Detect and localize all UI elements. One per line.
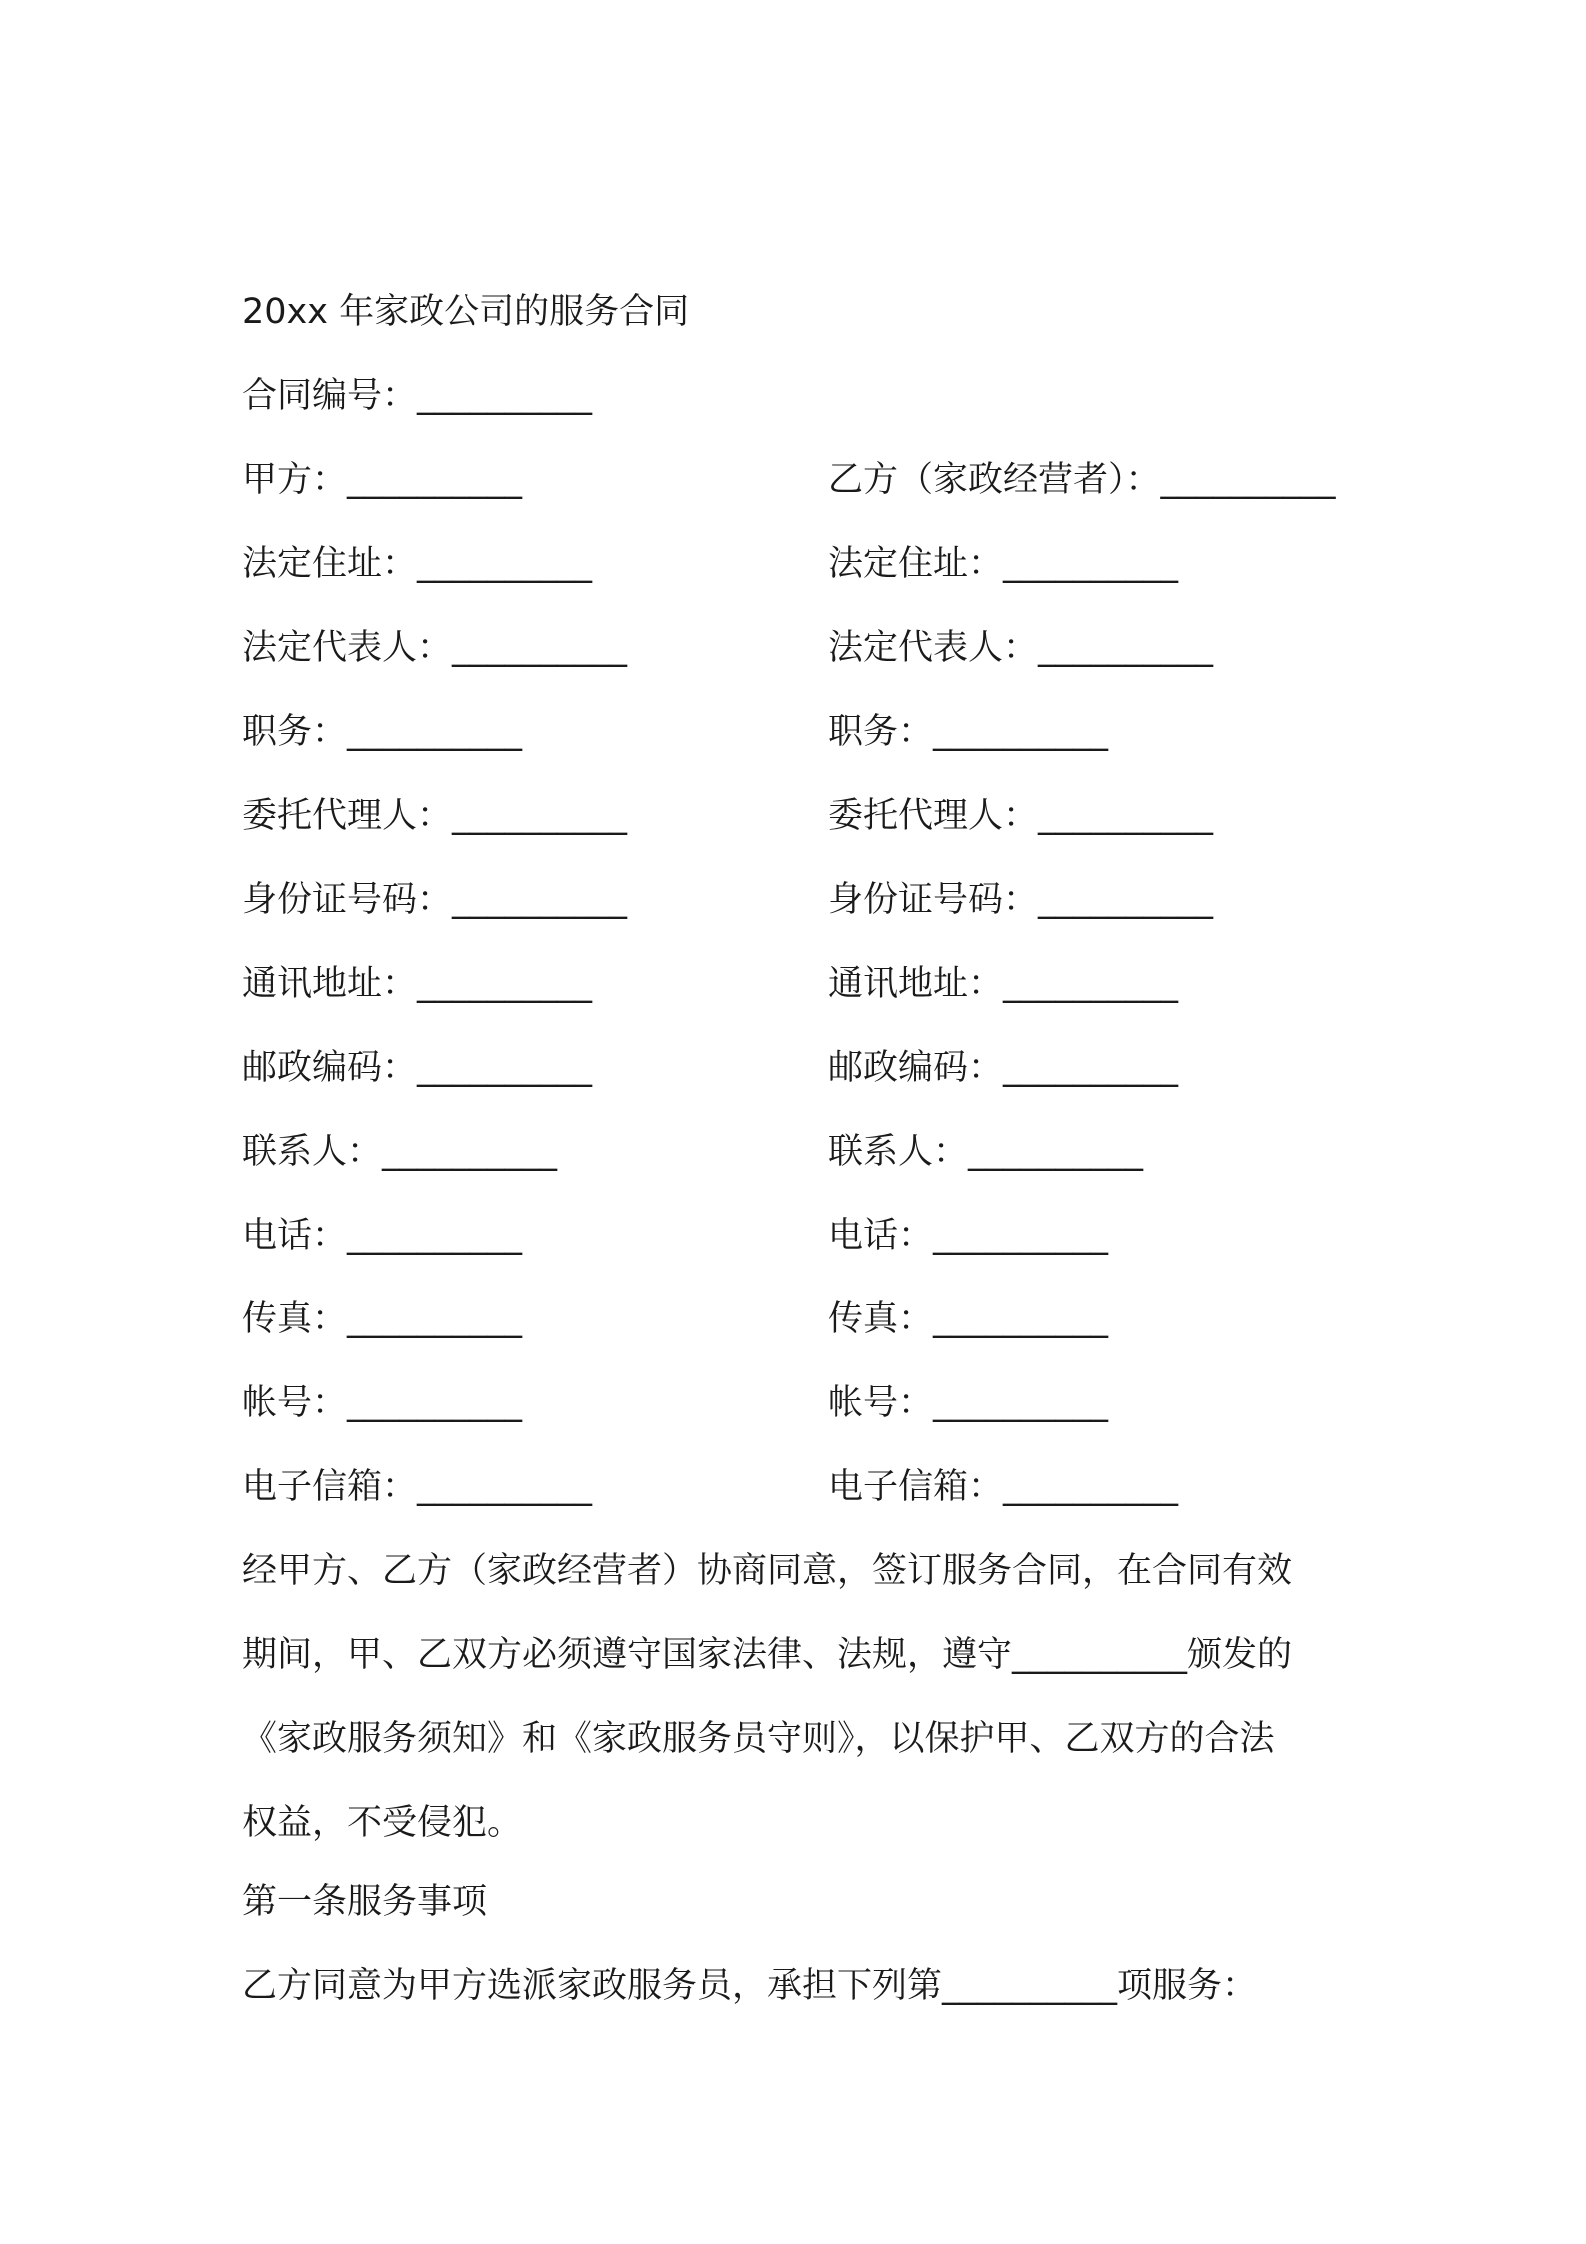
- intro-line-2: 期间，甲、乙双方必须遵守国家法律、法规，遵守__________颁发的: [242, 1635, 1293, 1675]
- legal-address-row: [242, 542, 1362, 586]
- intro-line-1: 经甲方、乙方（家政经营者）协商同意，签订服务合同，在合同有效: [242, 1551, 1293, 1591]
- mailing-address-row: [242, 962, 1362, 1006]
- fax-row: [242, 1297, 1362, 1341]
- document-title: 20xx 年家政公司的服务合同: [242, 292, 690, 332]
- party-a-account-number: 帐号：__________: [242, 1383, 523, 1423]
- party-a-email: 电子信箱：__________: [242, 1467, 593, 1507]
- party-a-position: 职务：__________: [242, 712, 523, 752]
- party-row: [242, 458, 1362, 502]
- party-a-legal-address: 法定住址：__________: [242, 544, 593, 584]
- party-b-legal-representative: 法定代表人：__________: [828, 628, 1214, 668]
- telephone-row: [242, 1214, 1362, 1258]
- postal-code-row: [242, 1046, 1362, 1090]
- position-row: [242, 710, 1362, 754]
- party-b-legal-address: 法定住址：__________: [828, 544, 1179, 584]
- party-b-mailing-address: 通讯地址：__________: [828, 964, 1179, 1004]
- party-a-authorized-agent: 委托代理人：__________: [242, 796, 628, 836]
- party-a-telephone: 电话：__________: [242, 1216, 523, 1256]
- id-number-row: [242, 878, 1362, 922]
- authorized-agent-row: [242, 794, 1362, 838]
- party-b-contact-person: 联系人：__________: [828, 1132, 1144, 1172]
- intro-line-3: 《家政服务须知》和《家政服务员守则》，以保护甲、乙双方的合法: [242, 1719, 1275, 1759]
- party-b-telephone: 电话：__________: [828, 1216, 1109, 1256]
- party-a-legal-representative: 法定代表人：__________: [242, 628, 628, 668]
- intro-paragraph: [242, 1549, 1362, 1869]
- party-b-id-number: 身份证号码：__________: [828, 880, 1214, 920]
- party-b-account-number: 帐号：__________: [828, 1383, 1109, 1423]
- section-title: 第一条服务事项: [242, 1882, 488, 1922]
- party-a-id-number: 身份证号码：__________: [242, 880, 628, 920]
- email-row: [242, 1465, 1362, 1509]
- service-item-line: 乙方同意为甲方选派家政服务员，承担下列第__________项服务：: [242, 1966, 1258, 2006]
- party-a-mailing-address: 通讯地址：__________: [242, 964, 593, 1004]
- party-b-field: 乙方（家政经营者）：__________: [828, 460, 1336, 500]
- account-number-row: [242, 1381, 1362, 1425]
- contact-person-row: [242, 1130, 1362, 1174]
- party-b-email: 电子信箱：__________: [828, 1467, 1179, 1507]
- intro-line-4: 权益，不受侵犯。: [242, 1803, 523, 1843]
- party-b-authorized-agent: 委托代理人：__________: [828, 796, 1214, 836]
- contract-number-field: 合同编号：__________: [242, 376, 593, 416]
- party-b-postal-code: 邮政编码：__________: [828, 1048, 1179, 1088]
- party-b-position: 职务：__________: [828, 712, 1109, 752]
- party-a-contact-person: 联系人：__________: [242, 1132, 558, 1172]
- party-a-fax: 传真：__________: [242, 1299, 523, 1339]
- party-b-fax: 传真：__________: [828, 1299, 1109, 1339]
- party-a-postal-code: 邮政编码：__________: [242, 1048, 593, 1088]
- party-a-field: 甲方：__________: [242, 460, 523, 500]
- legal-representative-row: [242, 626, 1362, 670]
